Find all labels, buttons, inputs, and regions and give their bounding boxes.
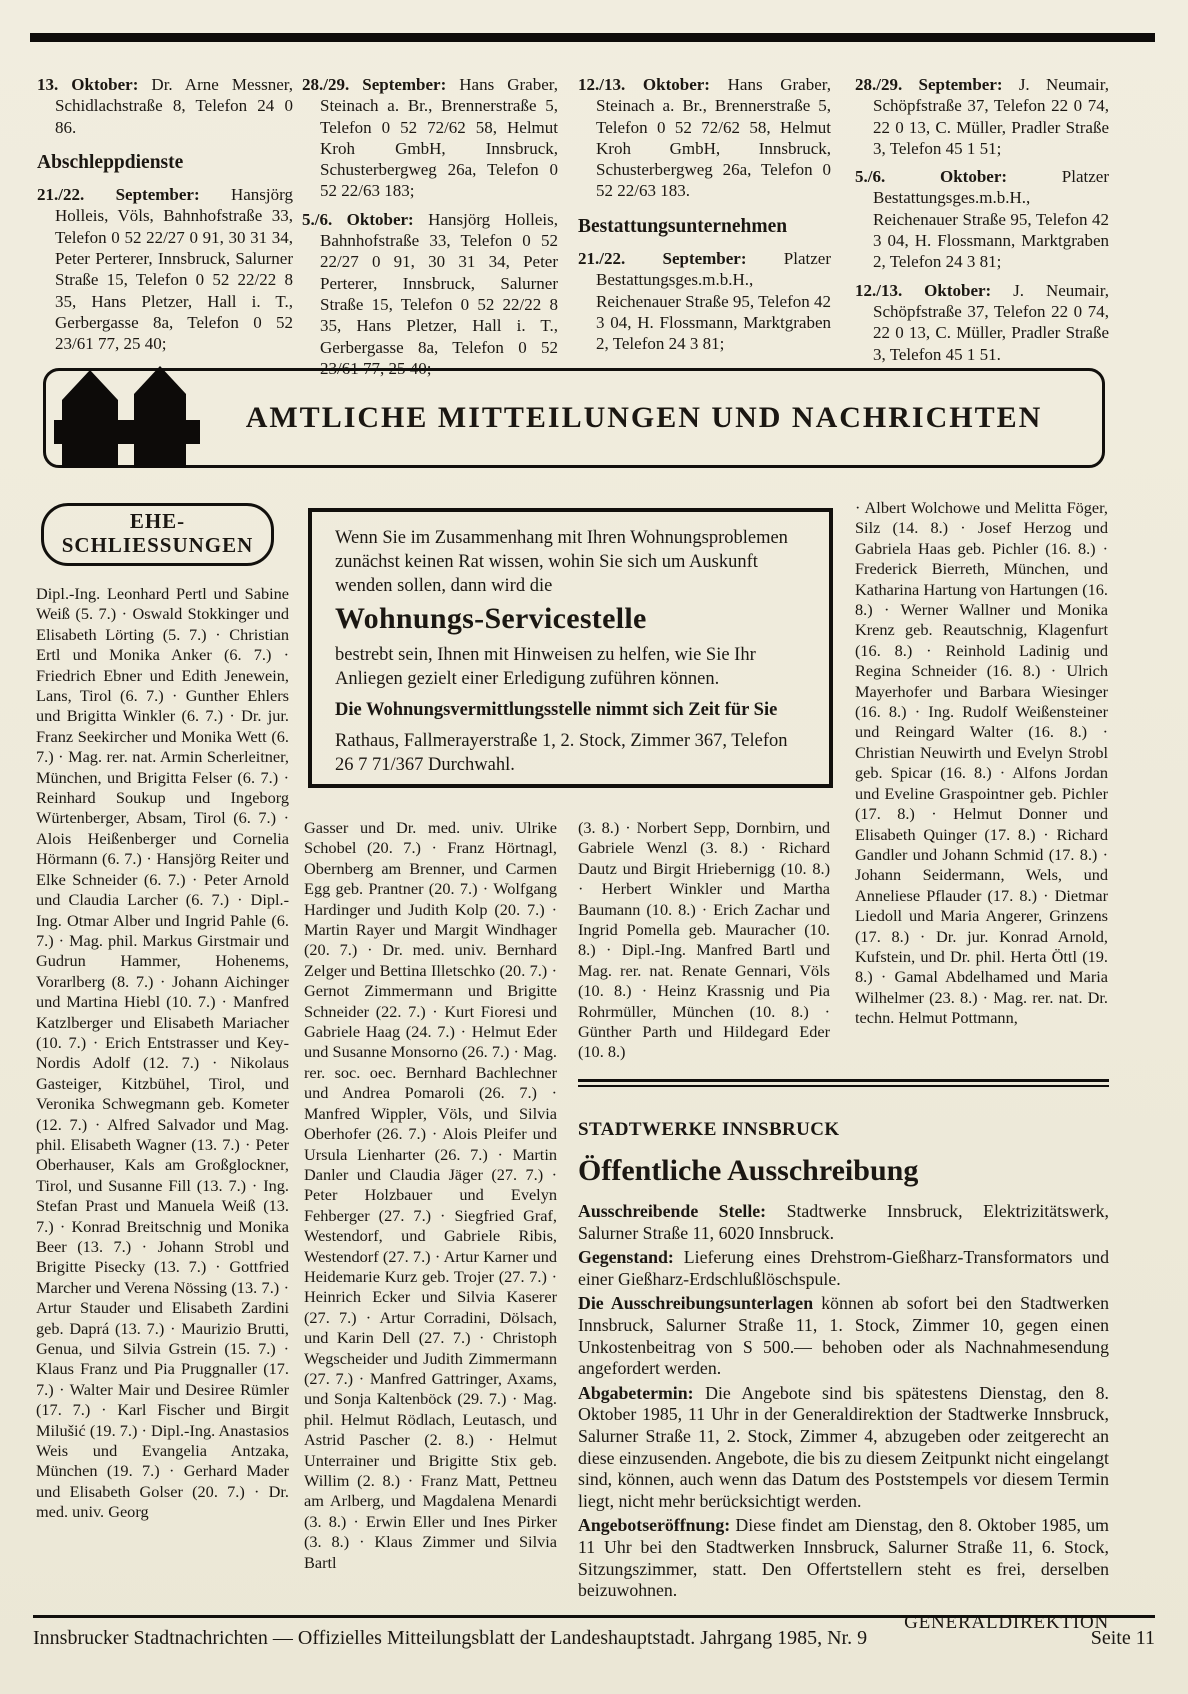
directory-entry xyxy=(37,74,293,138)
entry-text: Hansjörg Holleis, Bahnhofstraße 33, Telefon 0 52 22/27 0 91, 30 31 34, Peter Perterer, Innsbruck, Salurner Straße 15, Telefon 0 52 22/22 8 35, Hans Pletzer, Hall i. T., Gerbergasse 8a, Telefon 0 52 23/61 77, 25 40; xyxy=(320,209,558,378)
entry-text: Dr. Arne Messner, Schidlachstraße 8, Telefon 24 0 86. xyxy=(55,75,294,137)
housing-title: Wohnungs-Servicestelle xyxy=(335,602,647,635)
marriage-list-text: Gasser und Dr. med. univ. Ulrike Schobel (20. 7.) · Franz Hörtnagl, Obernberg am Brenner, und Carmen Egg geb. Prantner (20. 7.) · Wolfgang Hardinger und Judith Kolp (20. 7.) · Martin Rayer und Margit Windhager (20. 7.) · Dr. med. univ. Bernhard Zelger und Bettina Illetschko (20. 7.) · Gernot Zimmermann und Brigitte Schneider (22. 7.) · Kurt Fioresi und Gabriele Haag (24. 7.) · Helmut Eder und Susanne Monsorno (26. 7.) · Mag. rer. soc. oec. Bernhard Bachlechner und Andrea Pomaroli (26. 7.) · Manfred Wippler, Völs, und Silvia Oberhofer (26. 7.) · Alois Pleifer und Ursula Lienharter (26. 7.) · Martin Danler und Claudia Jäger (27. 7.) · Peter Holzbauer und Evelyn Fehberger (27. 7.) · Siegfried Graf, Westendorf, und Gabriele Ribis, Westendorf (27. 7.) · Artur Karner und Heidemarie Kurz geb. Trojer (27. 7.) · Heinrich Ecker und Silvia Kaserer (27. 7.) · Artur Corradini, Dölsach, und Karin Dell (27. 7.) · Christoph Wegscheider und Judith Zimmermann (27. 7.) · Manfred Gattringer, Axams, und Sonja Kaltenböck (29. 7.) · Mag. phil. Helmut Rödlach, Leutasch, und Astrid Pascher (2. 8.) · Helmut Unterrainer und Brigitte Stix geb. Willim (2. 8.) · Franz Matt, Pettneu am Arlberg, und Magdalena Menardi (3. 8.) · Erwin Eller und Ines Pirker (3. 8.) · Klaus Zimmer und Silvia Bartl xyxy=(304,818,557,1572)
entry-date: 12./13. Oktober: xyxy=(855,280,992,300)
paragraph-lead: Abgabetermin: xyxy=(578,1382,694,1403)
entry-text: J. Neumair, Schöpfstraße 37, Telefon 22 0 74, 22 0 13, C. Müller, Pradler Straße 3, Telefon 45 1 51; xyxy=(873,75,1109,158)
tender-kicker: STADTWERKE INNSBRUCK xyxy=(578,1119,840,1140)
paragraph-text: Lieferung eines Drehstrom-Gießharz-Transformators und einer Gießharz-Erdschlußlöschspule. xyxy=(578,1247,1109,1289)
directory-entry xyxy=(578,248,831,354)
entry-date: 28./29. September: xyxy=(855,75,1003,94)
entry-date: 5./6. Oktober: xyxy=(855,167,1008,187)
entry-date: 28./29. September: xyxy=(302,75,447,94)
paragraph-lead: Ausschreibende Stelle: xyxy=(578,1201,767,1221)
directory-entry xyxy=(855,280,1109,365)
directory-column-4 xyxy=(855,74,1109,372)
entry-date: 12./13. Oktober: xyxy=(578,75,710,94)
public-tender-section xyxy=(578,1079,1109,1634)
directory-entry xyxy=(302,209,558,379)
marriage-list-column-1 xyxy=(36,503,289,1523)
section-divider xyxy=(578,1079,1109,1087)
tender-paragraph xyxy=(578,1201,1109,1244)
directory-column-3 xyxy=(578,74,831,362)
marriage-list-text: Dipl.-Ing. Leonhard Pertl und Sabine Weiß (5. 7.) · Oswald Stokkinger und Elisabeth Lörting (5. 7.) · Christian Ertl und Monika Anker (6. 7.) · Friedrich Ebner und Edith Jenewein, Lans, Tirol (6. 7.) · Gunther Ehlers und Brigitta Winkler (6. 7.) · Dr. jur. Franz Seekircher und Monika Wett (6. 7.) · Mag. rer. nat. Armin Scherleitner, München, und Brigitta Felser (6. 7.) · Reinhard Soukup und Ingeborg Würtenberger, Absam, Tirol (6. 7.) · Alois Heißenberger und Cornelia Hörmann (6. 7.) · Hansjörg Reiter und Elke Schneider (6. 7.) · Peter Arnold und Claudia Larcher (6. 7.) · Dipl.-Ing. Otmar Alber und Ingrid Pahle (6. 7.) · Mag. phil. Markus Girstmair und Gudrun Hammer, Hohenems, Vorarlberg (8. 7.) · Johann Aichinger und Martina Hiebl (10. 7.) · Manfred Katzlberger und Elisabeth Mariacher (10. 7.) · Erich Entstrasser und Key-Nordis Adolf (12. 7.) · Nikolaus Gasteiger, Kitzbühel, Tirol, und Veronika Schwegmann geb. Kometer (12. 7.) · Alfred Salvador und Mag. phil. Elisabeth Wagner (13. 7.) · Peter Oberhauser, Kals am Großglockner, Tirol, und Susanne Fill (13. 7.) · Ing. Stefan Prast und Manuela Weiß (13. 7.) · Konrad Breitschnig und Monika Beer (13. 7.) · Johann Strobl und Brigitte Pisecky (13. 7.) · Gottfried Marcher und Verena Nössing (13. 7.) · Artur Stauder und Elisabeth Zardini geb. Daprá (13. 7.) · Maurizio Brutti, Genua, und Silvia Gstrein (15. 7.) · Klaus Franz und Pia Pruggnaller (17. 7.) · Walter Mair und Desiree Rümler (17. 7.) · Karl Fischer und Birgit Milušić (19. 7.) · Dipl.-Ing. Anastasios Weis und Evangelia Antzaka, München (19. 7.) · Gerhard Mader und Elisabeth Golser (20. 7.) · Dr. med. univ. Georg xyxy=(36,584,289,1522)
marriages-heading-line2: SCHLIESSUNGEN xyxy=(61,532,254,557)
directory-heading: Abschleppdienste xyxy=(37,151,184,173)
entry-date: 21./22. September: xyxy=(578,249,747,269)
entry-date: 13. Oktober: xyxy=(37,75,139,94)
entry-text: Hansjörg Holleis, Völs, Bahnhofstraße 33, Telefon 0 52 22/27 0 91, 30 31 34, Peter Perterer, Innsbruck, Salurner Straße 15, Telefon 0 52 22/22 8 35, Hans Pletzer, Hall i. T., Gerbergasse 8a, Telefon 0 52 23/61 77, 25 40; xyxy=(55,185,293,354)
marriages-heading-line1: EHE- xyxy=(129,509,186,533)
marriage-list-column-4 xyxy=(855,498,1108,1029)
tender-paragraph xyxy=(578,1515,1109,1601)
housing-address: Rathaus, Fallmerayerstraße 1, 2. Stock, Zimmer 367, Telefon 26 7 71/367 Durchwahl. xyxy=(335,731,788,775)
directory-column-1 xyxy=(37,74,293,362)
tender-paragraph xyxy=(578,1247,1109,1290)
paragraph-lead: Angebotseröffnung: xyxy=(578,1515,731,1536)
directory-entry xyxy=(855,166,1109,272)
directory-entry xyxy=(302,74,558,202)
city-towers-logo xyxy=(54,360,200,476)
banner-title: AMTLICHE MITTEILUNGEN UND NACHRICHTEN xyxy=(245,401,1043,434)
footer-rule xyxy=(33,1615,1155,1618)
entry-text: Platzer Bestattungsges.m.b.H., Reichenauer Straße 95, Telefon 42 3 04, H. Flossmann, Marktgraben 2, Telefon 24 3 81; xyxy=(596,249,831,354)
paragraph-text: Stadtwerke Innsbruck, Elektrizitätswerk, Salurner Straße 11, 6020 Innsbruck. xyxy=(578,1201,1109,1243)
directory-entry xyxy=(855,74,1109,159)
tender-title: Öffentliche Ausschreibung xyxy=(578,1154,919,1187)
tender-paragraph xyxy=(578,1383,1109,1513)
directory-entry xyxy=(578,74,831,202)
footer-page-number: Seite 11 xyxy=(1090,1627,1155,1649)
marriage-list-column-3 xyxy=(578,818,830,1063)
housing-intro: Wenn Sie im Zusammenhang mit Ihren Wohnungsproblemen zunächst keinen Rat wissen, wohin Sie sich um Auskunft wenden sollen, dann wird die xyxy=(335,528,788,596)
top-edge-bar xyxy=(30,33,1155,42)
tender-paragraph xyxy=(578,1293,1109,1379)
paragraph-text: Diese findet am Dienstag, den 8. Oktober 1985, um 11 Uhr bei den Stadtwerken Innsbruck, Salurner Straße 11, 6. Stock, Sitzungszimmer, statt. Den Offertstellern steht es frei, derselben beizuwohnen. xyxy=(578,1515,1109,1601)
directory-column-2 xyxy=(302,74,558,386)
entry-text: Hans Graber, Steinach a. Br., Brennerstraße 5, Telefon 0 52 72/62 58, Helmut Kroh GmbH, Innsbruck, Schusterbergweg 26a, Telefon 0 52 22/63 183. xyxy=(596,75,831,201)
directory-entry xyxy=(37,184,293,354)
paragraph-text: Die Angebote sind bis spätestens Dienstag, den 8. Oktober 1985, 11 Uhr in der Generaldirektion der Stadtwerke Innsbruck, Salurner Straße 11, 2. Stock, Zimmer 4, abzugeben oder zeitgerecht an diese einzusenden. Angebote, die bis zu diesem Zeitpunkt nicht eingelangt sind, können, auch wenn das Datum des Poststempels vor diesem Termin liegt, nicht mehr berücksichtigt werden. xyxy=(578,1382,1109,1511)
entry-text: J. Neumair, Schöpfstraße 37, Telefon 22 0 74, 22 0 13, C. Müller, Pradler Straße 3, Telefon 45 1 51. xyxy=(873,280,1109,364)
housing-body: bestrebt sein, Ihnen mit Hinweisen zu helfen, wie Sie Ihr Anliegen gezielt einer Erledigung zuführen können. xyxy=(335,645,756,689)
tender-signoff: GENERALDIREKTION xyxy=(904,1611,1109,1633)
marriages-heading xyxy=(41,503,274,566)
housing-highlight: Die Wohnungsvermittlungsstelle nimmt sich Zeit für Sie xyxy=(335,700,778,720)
entry-text: Hans Graber, Steinach a. Br., Brennerstraße 5, Telefon 0 52 72/62 58, Helmut Kroh GmbH, Innsbruck, Schusterbergweg 26a, Telefon 0 52 22/63 183; xyxy=(320,75,558,201)
paragraph-text: können ab sofort bei den Stadtwerken Innsbruck, Salurner Straße 11, 1. Stock, Zimmer 10, gegen einen Unkostenbeitrag von S 500.— behoben oder als Nachnahmesendung angefordert werden. xyxy=(578,1293,1109,1379)
paragraph-lead: Gegenstand: xyxy=(578,1247,674,1268)
directory-heading: Bestattungsunternehmen xyxy=(578,215,788,237)
marriage-list-text: (3. 8.) · Norbert Sepp, Dornbirn, und Gabriele Wenzl (3. 8.) · Richard Dautz und Birgit Hriebernigg (10. 8.) · Herbert Winkler und Martha Baumann (10. 8.) · Erich Zachar und Ingrid Pomella geb. Mauracher (10. 8.) · Dipl.-Ing. Manfred Bartl und Mag. rer. nat. Renate Gennari, Völs (10. 8.) · Heinz Krassnig und Pia Rohrmüller, München (10. 8.) · Günther Parth und Hildegard Eder (10. 8.) xyxy=(578,818,830,1062)
official-announcements-banner xyxy=(43,368,1105,468)
paragraph-lead: Die Ausschreibungsunterlagen xyxy=(578,1293,814,1314)
housing-service-box xyxy=(308,508,833,788)
entry-text: Platzer Bestattungsges.m.b.H., Reichenauer Straße 95, Telefon 42 3 04, H. Flossmann, Marktgraben 2, Telefon 24 3 81; xyxy=(873,167,1109,272)
entry-date: 5./6. Oktober: xyxy=(302,209,414,229)
marriage-list-column-2 xyxy=(304,818,557,1573)
entry-date: 21./22. September: xyxy=(37,185,200,205)
footer-publication: Innsbrucker Stadtnachrichten — Offizielles Mitteilungsblatt der Landeshauptstadt. Jahrgang 1985, Nr. 9 xyxy=(33,1627,868,1649)
marriage-list-text: · Albert Wolchowe und Melitta Föger, Silz (14. 8.) · Josef Herzog und Gabriela Haas geb. Pichler (16. 8.) · Frederick Bierreth, München, und Katharina Hartung von Hartungen (16. 8.) · Werner Wallner und Monika Krenz geb. Reautschnig, Klagenfurt (16. 8.) · Reinhold Ladinig und Regina Schneider (16. 8.) · Ulrich Mayerhofer und Barbara Wiesinger (16. 8.) · Ing. Rudolf Weißensteiner und Reingard Walter (16. 8.) · Christian Neuwirth und Evelyn Strobl geb. Spicar (16. 8.) · Alfons Jordan und Eveline Graspointner geb. Pichler (17. 8.) · Helmut Donner und Elisabeth Quinger (17. 8.) · Richard Gandler und Johann Schmid (17. 8.) · Johann Seidermann, Wels, und Anneliese Pflauder (17. 8.) · Dietmar Liedoll und Maria Angerer, Grinzens (17. 8.) · Dr. jur. Konrad Arnold, Kufstein, und Dr. phil. Herta Öttl (19. 8.) · Gamal Abdelhamed und Maria Wilhelmer (23. 8.) · Mag. rer. nat. Dr. techn. Helmut Pottmann, xyxy=(855,498,1108,1028)
